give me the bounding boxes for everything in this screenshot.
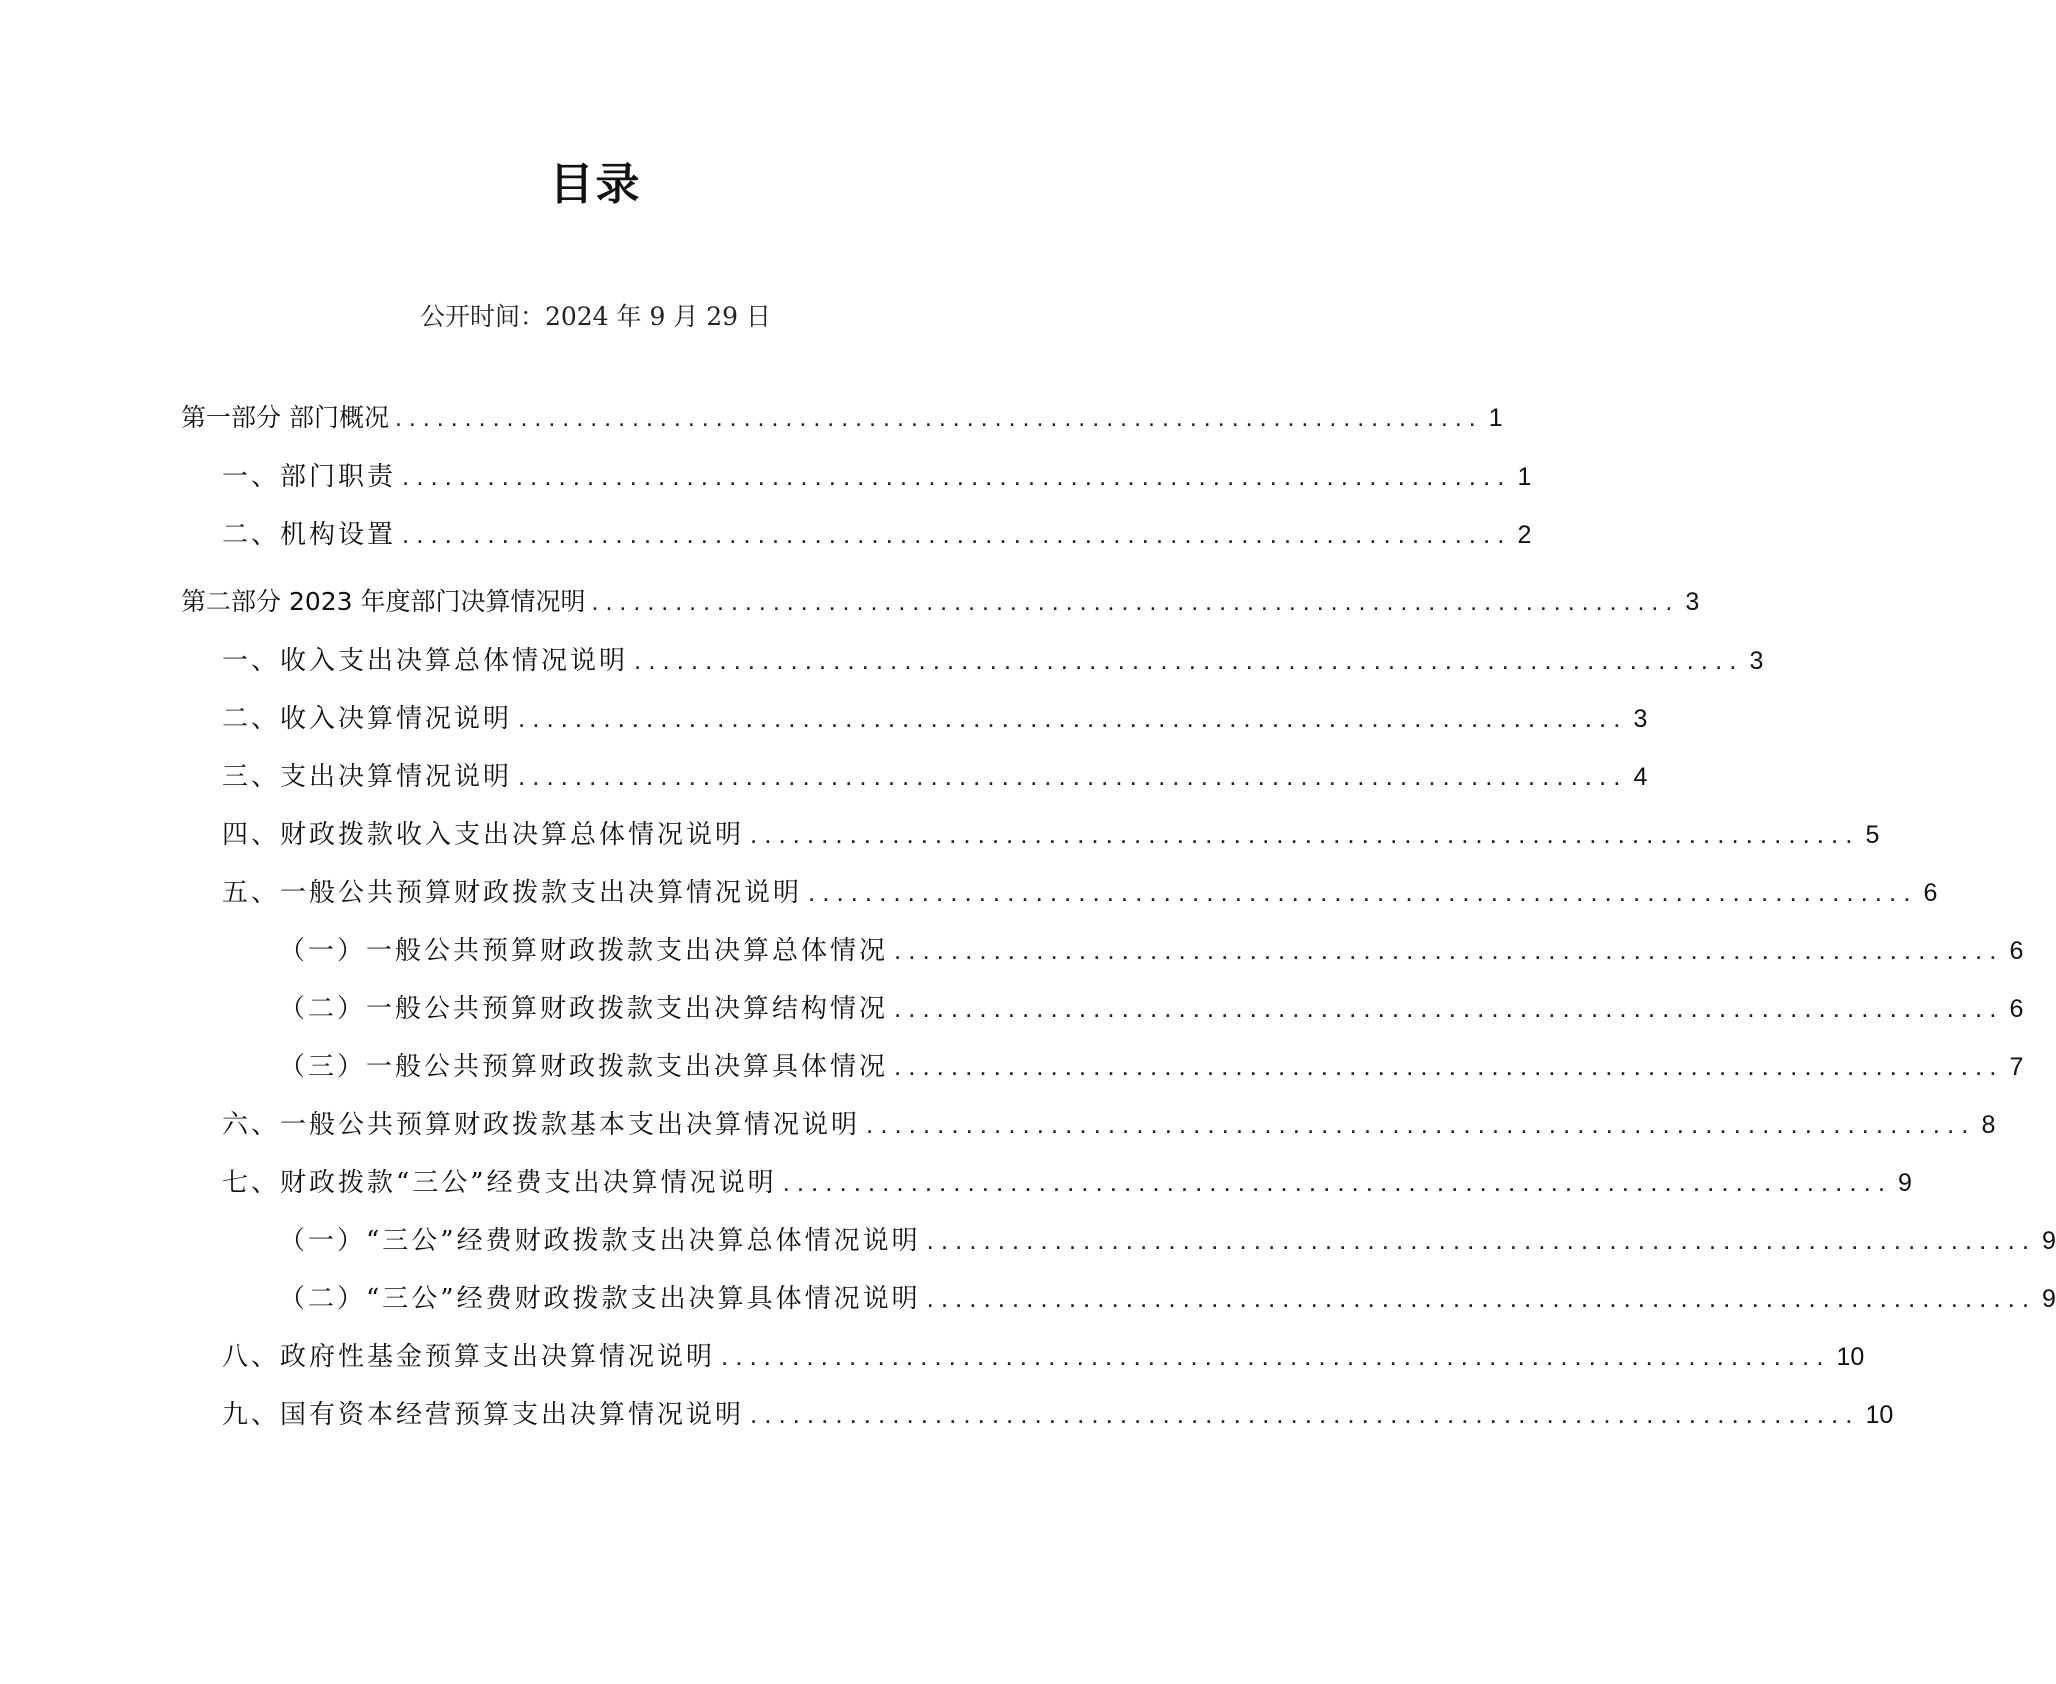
toc-entry[interactable] bbox=[222, 756, 1648, 796]
toc-entry-label: （一）一般公共预算财政拨款支出决算总体情况 bbox=[279, 936, 889, 966]
toc-leader-dots: .............................................................................. bbox=[591, 588, 1680, 616]
toc-entry-label: 七、财政拨款“三公”经费支出决算情况说明 bbox=[222, 1168, 777, 1198]
toc-leader-dots: .............................................................................. bbox=[750, 819, 1860, 849]
toc-entry[interactable] bbox=[222, 698, 1648, 738]
toc-entry[interactable] bbox=[279, 1046, 2024, 1086]
toc-entry[interactable] bbox=[279, 930, 2024, 970]
toc-page-number: 7 bbox=[2009, 1053, 2024, 1081]
toc-leader-dots: .............................................................................. bbox=[394, 404, 1483, 432]
toc-entry[interactable] bbox=[279, 988, 2024, 1028]
toc-entry-label: 一、部门职责 bbox=[222, 462, 397, 492]
toc-page-number: 2 bbox=[1517, 521, 1532, 549]
toc-entry-label: 二、机构设置 bbox=[222, 520, 397, 550]
toc-entry-label: 第二部分 2023 年度部门决算情况明 bbox=[181, 587, 586, 616]
toc-entry-label: 三、支出决算情况说明 bbox=[222, 762, 513, 792]
toc-page-number: 3 bbox=[1685, 588, 1700, 616]
toc-entry[interactable] bbox=[222, 1336, 1865, 1376]
toc-entry-label: 一、收入支出决算总体情况说明 bbox=[222, 646, 629, 676]
toc-page-number: 9 bbox=[1898, 1169, 1912, 1197]
toc-page-number: 5 bbox=[1865, 821, 1880, 849]
toc-entry[interactable] bbox=[279, 1278, 2056, 1318]
toc-entry-label: 六、一般公共预算财政拨款基本支出决算情况说明 bbox=[222, 1110, 861, 1140]
toc-leader-dots: .............................................................................. bbox=[750, 1399, 1860, 1429]
toc-entry[interactable] bbox=[222, 514, 1532, 554]
publish-date: 公开时间：2024 年 9 月 29 日 bbox=[419, 302, 772, 331]
toc-page-number: 8 bbox=[1981, 1111, 1996, 1139]
toc-leader-dots: .............................................................................. bbox=[894, 993, 2004, 1023]
toc-page-number: 10 bbox=[1836, 1343, 1865, 1371]
toc-page-number: 3 bbox=[1749, 647, 1764, 675]
toc-leader-dots: .............................................................................. bbox=[782, 1167, 1893, 1197]
toc-leader-dots: .............................................................................. bbox=[634, 645, 1744, 675]
toc-leader-dots: .............................................................................. bbox=[402, 519, 1512, 549]
toc-page-number: 9 bbox=[2042, 1227, 2056, 1255]
toc-entry[interactable] bbox=[181, 398, 1503, 438]
toc-page-number: 6 bbox=[2009, 937, 2024, 965]
toc-entry-label: 九、国有资本经营预算支出决算情况说明 bbox=[222, 1400, 745, 1430]
toc-entry[interactable] bbox=[222, 1162, 1912, 1202]
toc-leader-dots: .............................................................................. bbox=[402, 461, 1512, 491]
toc-entry[interactable] bbox=[222, 1104, 1996, 1144]
toc-entry-label: （一）“三公”经费财政拨款支出决算总体情况说明 bbox=[279, 1226, 921, 1256]
toc-entry[interactable] bbox=[222, 814, 1880, 854]
toc-leader-dots: .............................................................................. bbox=[721, 1341, 1831, 1371]
toc-leader-dots: .............................................................................. bbox=[518, 761, 1628, 791]
toc-entry-label: 二、收入决算情况说明 bbox=[222, 704, 513, 734]
toc-leader-dots: .............................................................................. bbox=[926, 1225, 2037, 1255]
toc-entry-label: 四、财政拨款收入支出决算总体情况说明 bbox=[222, 820, 745, 850]
page-title: 目录 bbox=[549, 159, 642, 210]
toc-entry-label: （二）一般公共预算财政拨款支出决算结构情况 bbox=[279, 994, 889, 1024]
toc-entry-label: 八、政府性基金预算支出决算情况说明 bbox=[222, 1342, 716, 1372]
toc-leader-dots: .............................................................................. bbox=[518, 703, 1628, 733]
toc-page-number: 1 bbox=[1488, 404, 1503, 432]
toc-entry-label: （二）“三公”经费财政拨款支出决算具体情况说明 bbox=[279, 1284, 921, 1314]
toc-leader-dots: .............................................................................. bbox=[808, 877, 1918, 907]
toc-page-number: 6 bbox=[1923, 879, 1938, 907]
toc-page-number: 1 bbox=[1517, 463, 1532, 491]
toc-entry[interactable] bbox=[222, 1394, 1894, 1434]
toc-entry[interactable] bbox=[222, 872, 1938, 912]
toc-entry[interactable] bbox=[181, 582, 1700, 622]
toc-entry[interactable] bbox=[222, 456, 1532, 496]
toc-page-number: 4 bbox=[1633, 763, 1648, 791]
toc-page-number: 10 bbox=[1865, 1401, 1894, 1429]
toc-entry[interactable] bbox=[279, 1220, 2056, 1260]
toc-entry-label: 第一部分 部门概况 bbox=[181, 403, 389, 432]
toc-page-number: 3 bbox=[1633, 705, 1648, 733]
toc-leader-dots: .............................................................................. bbox=[894, 1051, 2004, 1081]
toc-leader-dots: .............................................................................. bbox=[866, 1109, 1976, 1139]
toc-leader-dots: .............................................................................. bbox=[894, 935, 2004, 965]
toc-entry[interactable] bbox=[222, 640, 1764, 680]
toc-page-number: 9 bbox=[2042, 1285, 2056, 1313]
toc-leader-dots: .............................................................................. bbox=[926, 1283, 2037, 1313]
toc-entry-label: 五、一般公共预算财政拨款支出决算情况说明 bbox=[222, 878, 803, 908]
toc-page-number: 6 bbox=[2009, 995, 2024, 1023]
toc-entry-label: （三）一般公共预算财政拨款支出决算具体情况 bbox=[279, 1052, 889, 1082]
